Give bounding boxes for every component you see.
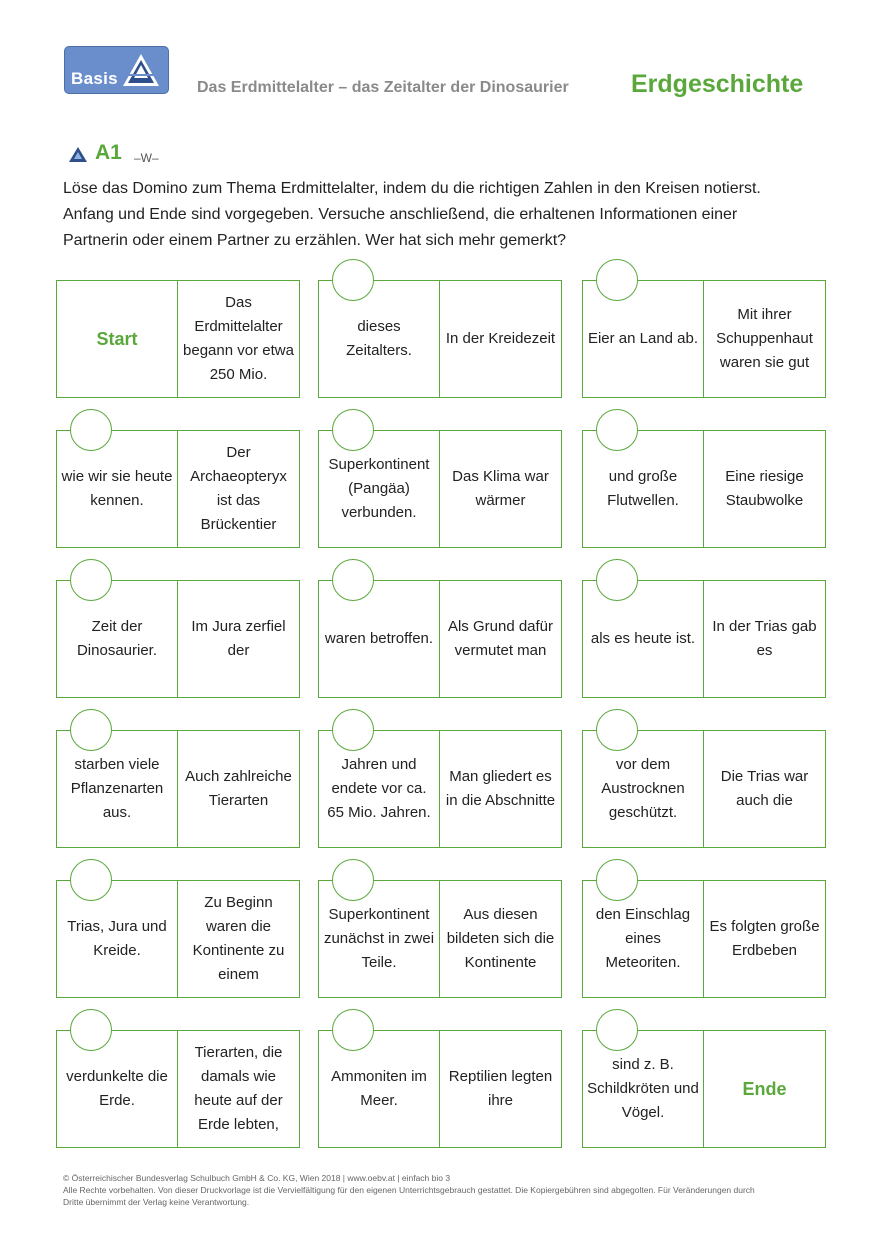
domino-text-right: Im Jura zerfiel der	[191, 618, 286, 659]
domino-text-left: starben viele Pflanzenarten aus.	[57, 731, 178, 847]
domino-card	[318, 1030, 562, 1148]
domino-text-right: Mit ihrer Schuppenhaut waren sie gut	[716, 306, 813, 371]
footer-line: Dritte übernimmt der Verlag keine Verantwortung.	[63, 1197, 250, 1207]
task-instructions	[63, 176, 843, 254]
domino-card	[318, 880, 562, 998]
domino-text-left: Ammoniten im Meer.	[319, 1031, 440, 1147]
instruction-line: Löse das Domino zum Thema Erdmittelalter, indem du die richtigen Zahlen in den Kreisen notierst.	[63, 180, 761, 197]
domino-text-right: Eine riesige Staubwolke	[725, 468, 804, 509]
domino-card	[318, 730, 562, 848]
footer-copyright	[63, 1172, 833, 1208]
number-circle[interactable]	[332, 409, 374, 451]
domino-text-right: Es folgten große Erdbeben	[709, 918, 820, 959]
domino-card	[318, 280, 562, 398]
domino-card	[318, 430, 562, 548]
number-circle[interactable]	[70, 1009, 112, 1051]
domino-text-right: Als Grund dafür vermutet man	[447, 618, 554, 659]
number-circle[interactable]	[332, 1009, 374, 1051]
domino-text-right: Reptilien legten ihre	[448, 1068, 553, 1109]
domino-card	[56, 280, 300, 398]
domino-text-left: vor dem Austrocknen geschützt.	[583, 731, 704, 847]
number-circle[interactable]	[596, 859, 638, 901]
domino-card	[56, 1030, 300, 1148]
footer-line: © Österreichischer Bundesverlag Schulbuch GmbH & Co. KG, Wien 2018 | www.oebv.at | einfach bio 3	[63, 1173, 451, 1183]
domino-text-left: Jahren und endete vor ca. 65 Mio. Jahren.	[319, 731, 440, 847]
number-circle[interactable]	[332, 859, 374, 901]
page-topic: Erdgeschichte	[631, 70, 804, 98]
domino-text-right: Das Klima war wärmer	[452, 468, 549, 509]
domino-text-left: und große Flutwellen.	[583, 431, 704, 547]
domino-text-left: Trias, Jura und Kreide.	[57, 881, 178, 997]
domino-start: Start	[57, 281, 178, 397]
domino-card	[582, 430, 826, 548]
domino-text-left: den Einschlag eines Meteoriten.	[583, 881, 704, 997]
number-circle[interactable]	[596, 409, 638, 451]
domino-card	[56, 430, 300, 548]
domino-card	[56, 730, 300, 848]
footer-line: Alle Rechte vorbehalten. Von dieser Druckvorlage ist die Vervielfältigung für den eigenen Unterrichtsgebrauch gestattet. Die Kopiergebühren sind abgegolten. Für Veränderungen durch	[63, 1185, 755, 1195]
domino-text-left: Zeit der Dinosaurier.	[57, 581, 178, 697]
number-circle[interactable]	[332, 709, 374, 751]
instruction-line: Partnerin oder einem Partner zu erzählen. Wer hat sich mehr gemerkt?	[63, 232, 567, 249]
domino-text-left: als es heute ist.	[583, 581, 704, 697]
number-circle[interactable]	[596, 709, 638, 751]
number-circle[interactable]	[332, 559, 374, 601]
task-difficulty: –W–	[134, 151, 159, 165]
domino-card	[318, 580, 562, 698]
number-circle[interactable]	[70, 709, 112, 751]
number-circle[interactable]	[596, 259, 638, 301]
domino-text-right: Man gliedert es in die Abschnitte	[445, 768, 556, 809]
number-circle[interactable]	[70, 559, 112, 601]
number-circle[interactable]	[332, 259, 374, 301]
domino-card	[582, 1030, 826, 1148]
domino-card	[582, 730, 826, 848]
domino-text-left: waren betroffen.	[319, 581, 440, 697]
number-circle[interactable]	[70, 409, 112, 451]
domino-text-right: Das Erdmittelalter begann vor etwa 250 Mio.	[183, 294, 294, 383]
domino-card	[582, 580, 826, 698]
domino-text-left: dieses Zeitalters.	[319, 281, 440, 397]
domino-text-right: Auch zahlreiche Tierarten	[185, 768, 292, 809]
domino-card	[56, 580, 300, 698]
page-subtitle: Das Erdmittelalter – das Zeitalter der Dinosaurier	[197, 79, 569, 96]
pyramid-icon	[68, 146, 88, 163]
domino-text-left: Eier an Land ab.	[583, 281, 704, 397]
domino-text-left: Superkontinent (Pangäa) verbunden.	[319, 431, 440, 547]
domino-text-left: verdunkelte die Erde.	[57, 1031, 178, 1147]
domino-card	[56, 880, 300, 998]
number-circle[interactable]	[596, 559, 638, 601]
domino-text-left: Superkontinent zunächst in zwei Teile.	[319, 881, 440, 997]
domino-text-right: In der Kreidezeit	[445, 330, 556, 347]
domino-text-right: Die Trias war auch die	[720, 768, 809, 809]
task-label: A1	[95, 141, 122, 164]
domino-text-right: Aus diesen bildeten sich die Kontinente	[446, 906, 555, 971]
domino-text-right: Zu Beginn waren die Kontinente zu einem	[192, 894, 285, 983]
number-circle[interactable]	[70, 859, 112, 901]
number-circle[interactable]	[596, 1009, 638, 1051]
domino-text-right: Der Archaeopteryx ist das Brückentier	[190, 444, 287, 533]
domino-text-right: In der Trias gab es	[712, 618, 817, 659]
domino-end: Ende	[742, 1079, 787, 1099]
pyramid-icon	[120, 51, 162, 89]
logo-text: Basis	[71, 69, 118, 88]
domino-card	[582, 880, 826, 998]
instruction-line: Anfang und Ende sind vorgegeben. Versuche anschließend, die erhaltenen Informationen einer	[63, 206, 738, 223]
domino-text-left: sind z. B. Schildkröten und Vögel.	[583, 1031, 704, 1147]
domino-text-right: Tierarten, die damals wie heute auf der Erde lebten,	[194, 1044, 283, 1133]
basis-logo	[64, 46, 169, 94]
domino-text-left: wie wir sie heute kennen.	[57, 431, 178, 547]
domino-card	[582, 280, 826, 398]
